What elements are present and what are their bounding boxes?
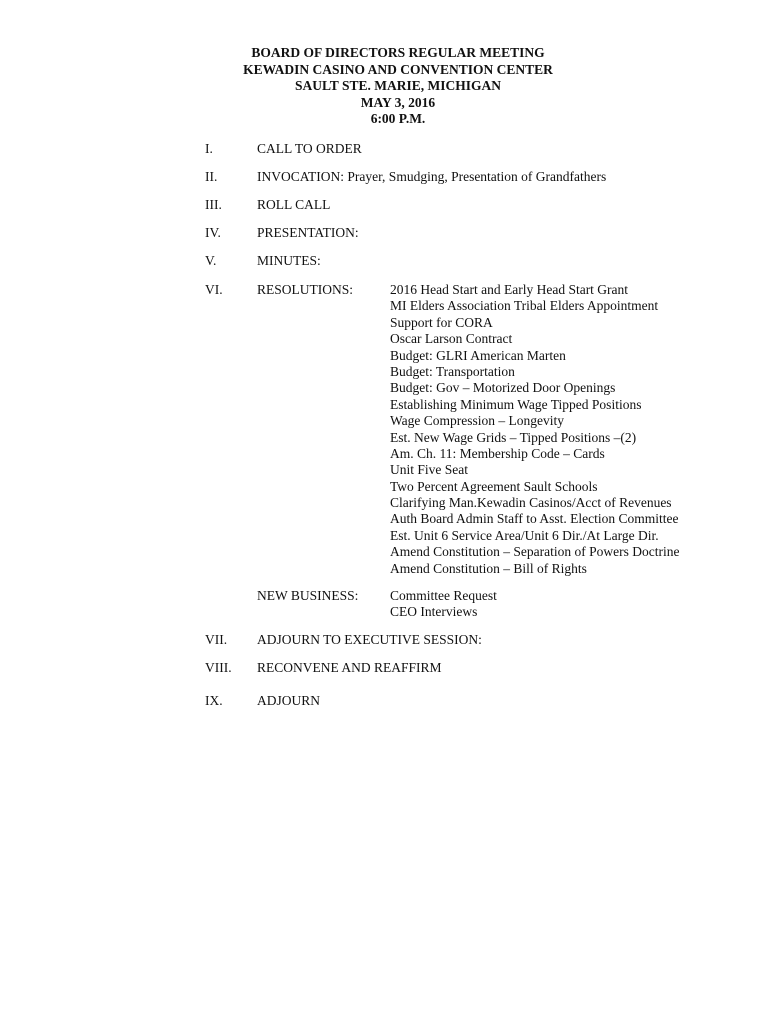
agenda-number: III. <box>205 197 222 212</box>
resolution-item: Unit Five Seat <box>390 462 468 478</box>
resolution-item: Wage Compression – Longevity <box>390 413 565 429</box>
agenda-label: ADJOURN <box>257 693 321 708</box>
agenda-number: V. <box>205 253 217 268</box>
resolution-item: Establishing Minimum Wage Tipped Positions <box>390 396 642 412</box>
resolution-item: Amend Constitution – Separation of Powers Doctrine <box>390 544 680 560</box>
resolution-item: Budget: Transportation <box>390 363 515 379</box>
new-business-item: CEO Interviews <box>390 604 478 620</box>
agenda-number: VII. <box>205 632 228 647</box>
resolutions-list <box>390 282 679 577</box>
resolution-item: 2016 Head Start and Early Head Start Grant <box>390 282 629 297</box>
resolution-item: Clarifying Man.Kewadin Casinos/Acct of Revenues <box>390 495 672 511</box>
agenda-number: VIII. <box>205 660 232 675</box>
resolution-item: Two Percent Agreement Sault Schools <box>390 478 598 494</box>
resolution-item: Budget: Gov – Motorized Door Openings <box>390 380 616 396</box>
agenda-label: INVOCATION: Prayer, Smudging, Presentation of Grandfathers <box>257 169 607 184</box>
header-location: SAULT STE. MARIE, MICHIGAN <box>295 78 501 93</box>
resolution-item: Auth Board Admin Staff to Asst. Election Committee <box>390 511 679 527</box>
document-header <box>0 45 770 128</box>
resolution-item: Est. New Wage Grids – Tipped Positions –(2) <box>390 429 637 445</box>
agenda-label: PRESENTATION: <box>257 225 359 240</box>
resolution-item: Est. Unit 6 Service Area/Unit 6 Dir./At Large Dir. <box>390 527 659 543</box>
header-time: 6:00 P.M. <box>370 111 426 126</box>
header-title: BOARD OF DIRECTORS REGULAR MEETING <box>251 45 545 60</box>
resolution-item: Budget: GLRI American Marten <box>390 347 566 363</box>
agenda-number: IX. <box>205 693 223 708</box>
resolution-item: Support for CORA <box>390 314 493 330</box>
agenda-number: I. <box>205 141 213 156</box>
resolution-item: Oscar Larson Contract <box>390 331 513 347</box>
agenda-number: IV. <box>205 225 221 240</box>
new-business-item: Committee Request <box>390 588 497 603</box>
agenda-number: II. <box>205 169 218 184</box>
agenda-label: CALL TO ORDER <box>257 141 362 156</box>
agenda-label: MINUTES: <box>257 253 321 268</box>
resolution-item: MI Elders Association Tribal Elders Appointment <box>390 298 659 314</box>
agenda-label: RECONVENE AND REAFFIRM <box>257 660 442 675</box>
new-business-label: NEW BUSINESS: <box>257 588 359 603</box>
header-date: MAY 3, 2016 <box>360 94 436 110</box>
header-venue: KEWADIN CASINO AND CONVENTION CENTER <box>243 61 553 77</box>
resolution-item: Amend Constitution – Bill of Rights <box>390 560 587 576</box>
agenda-number: VI. <box>205 282 223 297</box>
agenda-label: ADJOURN TO EXECUTIVE SESSION: <box>257 632 482 647</box>
agenda-label: RESOLUTIONS: <box>257 282 354 297</box>
agenda-label: ROLL CALL <box>257 197 331 212</box>
resolution-item: Am. Ch. 11: Membership Code – Cards <box>390 445 605 461</box>
new-business-list <box>390 588 497 621</box>
